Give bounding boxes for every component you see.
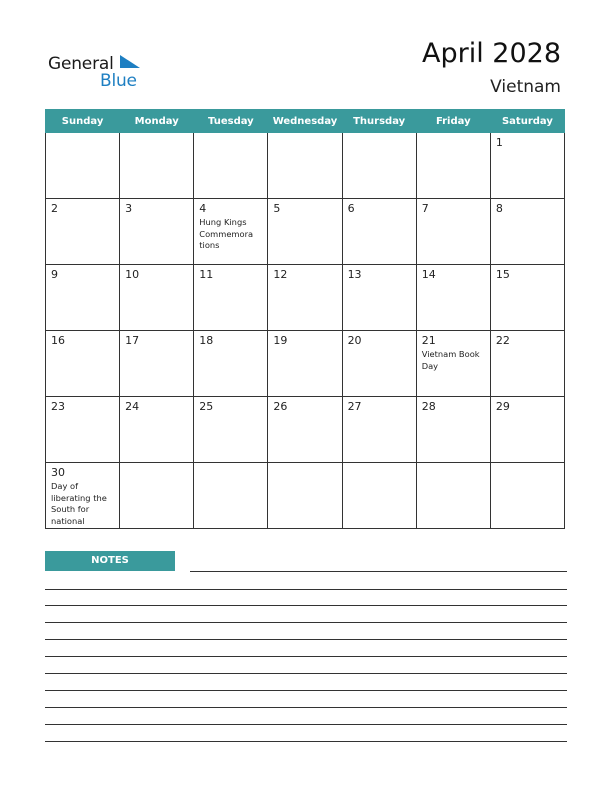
day-cell [46,397,120,463]
day-number: 21 [421,334,436,347]
day-number: 24 [125,400,140,413]
day-cell [120,397,194,463]
day-cell [416,331,490,397]
day-number: 19 [273,334,288,347]
day-cell [120,133,194,199]
notes-line [45,656,567,657]
day-cell [268,397,342,463]
day-cell [342,397,416,463]
day-cell [46,265,120,331]
day-cell [194,199,268,265]
day-number: 14 [421,268,436,281]
logo-flag-icon [120,55,140,73]
country-subtitle: Vietnam [490,77,561,97]
day-cell [120,199,194,265]
day-cell [268,265,342,331]
day-cell [194,397,268,463]
day-cell [46,331,120,397]
day-number: 1 [495,136,503,149]
day-number: 9 [51,268,58,281]
day-number: 4 [199,202,207,215]
day-number: 15 [495,268,510,281]
day-cell [46,463,120,529]
calendar-body [46,133,565,529]
day-cell [268,463,342,529]
generalblue-logo [48,54,148,90]
day-cell [416,133,490,199]
day-cell [194,133,268,199]
day-number: 7 [421,202,429,215]
day-cell [342,463,416,529]
logo-general-text: General [48,54,114,74]
notes-line [45,622,567,623]
notes-line [45,724,567,725]
day-number: 30 [51,466,65,479]
day-cell [194,331,268,397]
week-row [46,199,565,265]
day-number: 28 [421,400,436,413]
day-number: 13 [347,268,362,281]
day-number: 17 [125,334,140,347]
day-cell [490,397,564,463]
day-cell [416,397,490,463]
weekday-header: Friday [416,110,490,133]
day-number: 20 [347,334,362,347]
day-cell [416,265,490,331]
day-cell [342,265,416,331]
weekday-header-row [46,110,565,133]
day-number: 5 [273,202,281,215]
day-cell [342,133,416,199]
day-number: 29 [495,400,510,413]
page-title: April 2028 [421,38,561,69]
weekday-header: Sunday [46,110,120,133]
day-cell [46,199,120,265]
day-number: 10 [125,268,140,281]
holiday-event: Hung Kings Commemora tions [199,217,254,250]
day-cell [120,463,194,529]
holiday-event: Day of liberating the South for national [51,481,107,526]
day-cell [490,133,564,199]
day-number: 11 [199,268,214,281]
notes-line [190,571,567,572]
notes-line [45,589,567,590]
day-number: 23 [51,400,65,413]
day-number: 18 [199,334,214,347]
week-row [46,133,565,199]
day-number: 12 [273,268,288,281]
day-cell [490,463,564,529]
day-cell [46,133,120,199]
weekday-header: Thursday [342,110,416,133]
day-number: 22 [495,334,510,347]
weekday-header: Tuesday [194,110,268,133]
holiday-event: Vietnam Book Day [421,349,480,371]
week-row [46,331,565,397]
day-number: 2 [51,202,58,215]
day-number: 8 [495,202,503,215]
notes-line [45,741,567,742]
day-cell [490,265,564,331]
day-cell [194,265,268,331]
day-cell [194,463,268,529]
week-row [46,397,565,463]
notes-label: NOTES [45,551,175,571]
day-number: 6 [347,202,355,215]
day-cell [490,331,564,397]
day-cell [120,265,194,331]
day-number: 16 [51,334,65,347]
notes-line [45,605,567,606]
day-cell [120,331,194,397]
day-cell [268,331,342,397]
day-number: 3 [125,202,133,215]
weekday-header: Saturday [490,110,564,133]
day-cell [416,463,490,529]
notes-line [45,690,567,691]
day-cell [268,133,342,199]
weekday-header: Wednesday [268,110,342,133]
day-number: 25 [199,400,214,413]
day-number: 26 [273,400,288,413]
weekday-header: Monday [120,110,194,133]
day-number: 27 [347,400,362,413]
day-cell [416,199,490,265]
day-cell [342,331,416,397]
logo-blue-text: Blue [100,71,137,91]
week-row [46,265,565,331]
notes-line [45,639,567,640]
day-cell [490,199,564,265]
calendar-grid [45,109,565,529]
notes-line [45,707,567,708]
day-cell [268,199,342,265]
day-cell [342,199,416,265]
week-row [46,463,565,529]
notes-line [45,673,567,674]
